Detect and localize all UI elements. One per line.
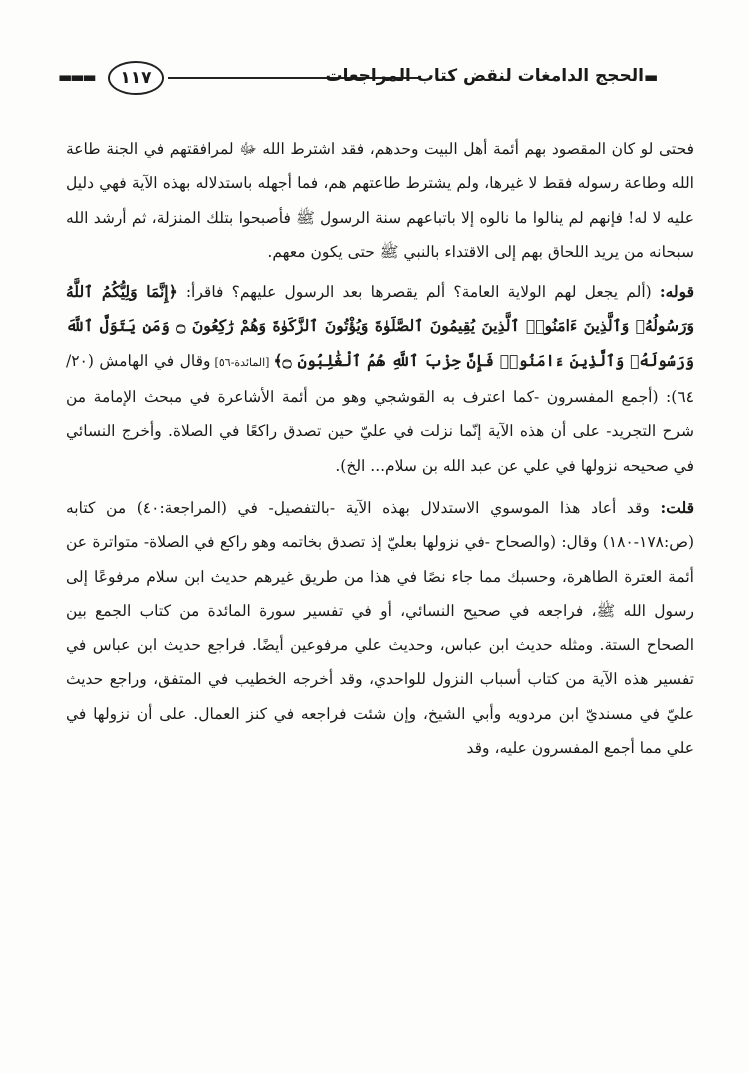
header-ornament-left: ▬▬▬ <box>58 68 95 86</box>
paragraph-text: وقال في الهامش (٢٠/ ٦٤): (أجمع المفسرون -كما اعترف به القوشجي وهو من أئمة الأشاعرة في مبحث الإمامة من شرح التجريد- على أن هذه الآية إنّما نزلت في عليّ حين تصدق راكعًا في الصلاة. وأخرج النسائي في صحيحه نزولها في علي عن عبد الله بن سلام... الخ). <box>66 351 694 475</box>
header-ornament-right: ▬ <box>644 68 657 86</box>
paragraph-lead: قوله: <box>659 282 695 302</box>
paragraph-3 <box>66 491 694 765</box>
page-header <box>58 58 688 98</box>
paragraph-lead: قلت: <box>660 497 695 517</box>
paragraph-text: وقد أعاد هذا الموسوي الاستدلال بهذه الآية -بالتفصيل- في (المراجعة:٤٠) من كتابه (ص:١٧٨-١٨٠) وقال: (والصحاح -في نزولها بعليّ إذ تصدق بخاتمه وهو راكع في الصلاة- متواترة عن أئمة العترة الطاهرة، وحسبك مما جاء نصًا في هذا من طريق غيرهم حديث ابن سلام مرفوعًا إلى رسول الله ﷺ، فراجعه في صحيح النسائي، أو في تفسير سورة المائدة من كتاب الجمع بين الصحاح الستة. ومثله حديث ابن عباس، وحديث علي مرفوعين أيضًا. فراجع حديث ابن عباس في تفسير هذه الآية من كتاب أسباب النزول للواحدي، وقد أخرجه الخطيب في المتفق، وراجع حديث عليّ في مسنديّ ابن مردويه وأبي الشيخ، وإن شئت فراجعه في كنز العمال. على أن نزولها في علي مما أجمع المفسرون عليه، وقد <box>66 498 694 758</box>
running-title: الحجج الدامغات لنقض كتاب المراجعات <box>325 66 644 86</box>
body-text <box>66 132 694 765</box>
page-number: ١١٧ <box>108 61 164 95</box>
paragraph-2 <box>66 275 694 483</box>
quran-verse: ﴿إِنَّمَا وَلِيُّكُمُ ٱللَّهُ وَرَسُولُهُۥ وَٱلَّذِينَ ءَامَنُوا۟ ٱلَّذِينَ يُقِيمُونَ ٱلصَّلَوٰةَ وَيُؤْتُونَ ٱلزَّكَوٰةَ وَهُمْ رَٰكِعُونَ ۝ وَمَن يَتَوَلَّ ٱللَّهَ وَرَسُولَهُۥ وَٱلَّذِينَ ءَامَنُوا۟ فَإِنَّ حِزْبَ ٱللَّهِ هُمُ ٱلْغَٰلِبُونَ ۝﴾ <box>66 282 694 370</box>
paragraph-1: فحتى لو كان المقصود بهم أئمة أهل البيت وحدهم، فقد اشترط الله ﷻ لمرافقتهم في الجنة طاعة الله وطاعة رسوله فقط لا غيرها، ولم يشترط طاعتهم هم، فما أجهله باستدلاله بهذه الآية فهي دليل عليه لا له! فإنهم لم ينالوا ما نالوه إلا باتباعهم سنة الرسول ﷺ فأصبحوا بتلك المنزلة، ثم أرشد الله سبحانه من يريد اللحاق بهم إلى الاقتداء بالنبي ﷺ حتى يكون معهم. <box>66 140 694 261</box>
paragraph-text: (ألم يجعل لهم الولاية العامة؟ ألم يقصرها بعد الرسول عليهم؟ فاقرأ: <box>177 283 660 302</box>
header-rule <box>168 77 288 79</box>
verse-reference: [المائدة-٥٦] <box>210 355 274 369</box>
